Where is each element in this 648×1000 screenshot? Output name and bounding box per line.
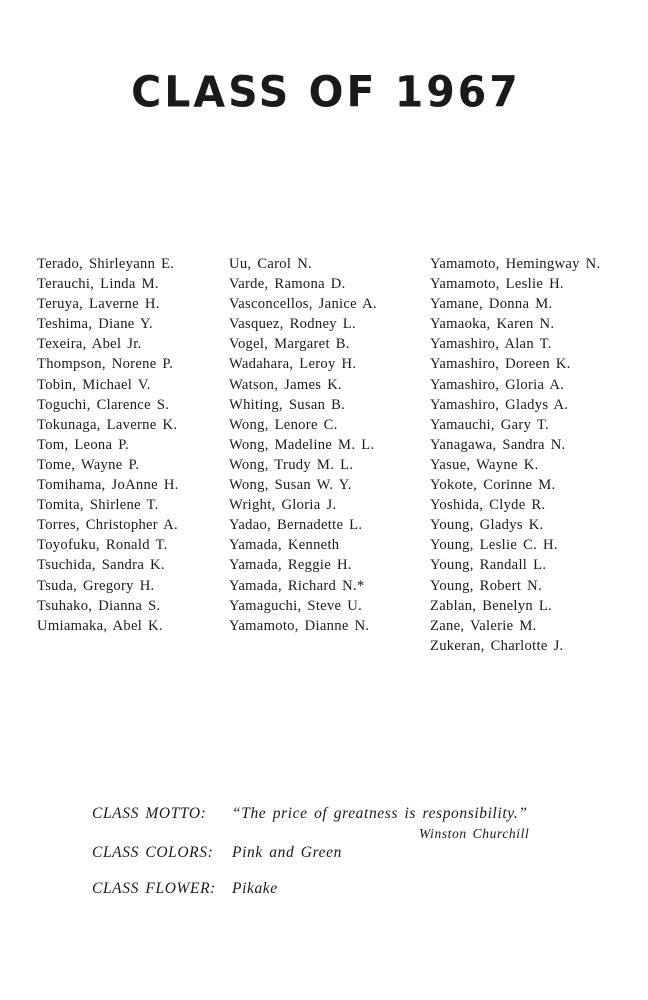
student-name: Umiamaka, Abel K. xyxy=(37,617,163,634)
student-name: Tomita, Shirlene T. xyxy=(37,497,159,514)
student-name: Young, Gladys K. xyxy=(430,517,544,534)
student-name: Uu, Carol N. xyxy=(229,256,312,272)
name-column-2 xyxy=(229,254,377,636)
name-column-3 xyxy=(430,254,600,656)
student-name: Yamamoto, Hemingway N. xyxy=(430,256,601,272)
student-name: Yamada, Reggie H. xyxy=(229,557,352,574)
student-name: Teshima, Diane Y. xyxy=(37,316,153,333)
student-name: Wong, Susan W. Y. xyxy=(229,477,352,494)
student-name: Vasquez, Rodney L. xyxy=(229,316,356,333)
student-name: Watson, James K. xyxy=(229,376,343,393)
student-name: Yamashiro, Gladys A. xyxy=(430,396,569,413)
student-name: Yamada, Richard N.* xyxy=(229,577,365,594)
class-motto-attribution: Winston Churchill xyxy=(419,826,530,841)
student-name: Tome, Wayne P. xyxy=(37,456,140,473)
student-name: Texeira, Abel Jr. xyxy=(37,336,142,353)
class-flower: Pikake xyxy=(232,880,278,897)
student-name: Yamauchi, Gary T. xyxy=(430,416,549,433)
student-name: Tsuchida, Sandra K. xyxy=(37,557,165,574)
student-name: Yoshida, Clyde R. xyxy=(430,497,546,514)
student-name: Yamada, Kenneth xyxy=(229,537,340,554)
student-name: Zane, Valerie M. xyxy=(430,617,537,634)
student-name: Young, Leslie C. H. xyxy=(430,537,558,554)
student-name: Tsuhako, Dianna S. xyxy=(37,597,161,614)
student-name: Yamaguchi, Steve U. xyxy=(229,597,363,614)
student-name: Wright, Gloria J. xyxy=(229,497,337,514)
student-name: Wong, Trudy M. L. xyxy=(229,456,354,473)
student-name: Yamashiro, Alan T. xyxy=(430,336,552,353)
student-name: Yanagawa, Sandra N. xyxy=(430,436,566,453)
student-name: Tobin, Michael V. xyxy=(37,376,151,393)
student-name: Terado, Shirleyann E. xyxy=(37,256,175,272)
student-name: Yasue, Wayne K. xyxy=(430,456,539,473)
class-colors: Pink and Green xyxy=(232,844,342,861)
student-name: Torres, Christopher A. xyxy=(37,517,178,534)
student-name: Yamamoto, Dianne N. xyxy=(229,617,370,634)
student-name: Young, Randall L. xyxy=(430,557,547,574)
student-name: Wong, Lenore C. xyxy=(229,416,338,433)
student-name: Vogel, Margaret B. xyxy=(229,336,350,353)
student-name: Yamane, Donna M. xyxy=(430,296,553,313)
student-name: Tsuda, Gregory H. xyxy=(37,577,155,594)
student-name: Yamashiro, Gloria A. xyxy=(430,376,565,393)
student-name: Yamashiro, Doreen K. xyxy=(430,356,571,373)
student-name: Varde, Ramona D. xyxy=(229,276,346,293)
student-name: Yamamoto, Leslie H. xyxy=(430,276,564,293)
page-title: CLASS OF 1967 xyxy=(131,66,521,118)
student-name: Yamaoka, Karen N. xyxy=(430,316,555,333)
student-name: Tom, Leona P. xyxy=(37,436,129,453)
student-name: Wadahara, Leroy H. xyxy=(229,356,357,373)
student-name: Young, Robert N. xyxy=(430,577,542,594)
name-column-1 xyxy=(37,254,179,636)
student-name: Zukeran, Charlotte J. xyxy=(430,637,564,654)
student-name: Yadao, Bernadette L. xyxy=(229,517,363,534)
student-name: Wong, Madeline M. L. xyxy=(229,436,375,453)
student-name: Yokote, Corinne M. xyxy=(430,477,556,494)
student-name: Tokunaga, Laverne K. xyxy=(37,416,178,433)
student-name: Zablan, Benelyn L. xyxy=(430,597,553,614)
class-motto-label: CLASS MOTTO: xyxy=(92,805,207,822)
student-name: Tomihama, JoAnne H. xyxy=(37,477,179,494)
class-flower-label: CLASS FLOWER: xyxy=(92,880,216,897)
student-name: Vasconcellos, Janice A. xyxy=(229,296,377,313)
student-name: Toguchi, Clarence S. xyxy=(37,396,170,413)
class-colors-label: CLASS COLORS: xyxy=(92,844,214,861)
student-name: Terauchi, Linda M. xyxy=(37,276,159,293)
student-name: Toyofuku, Ronald T. xyxy=(37,537,168,554)
student-name: Whiting, Susan B. xyxy=(229,396,346,413)
student-name: Teruya, Laverne H. xyxy=(37,296,160,313)
class-motto: “The price of greatness is responsibility.” xyxy=(232,805,528,822)
student-name: Thompson, Norene P. xyxy=(37,356,174,373)
